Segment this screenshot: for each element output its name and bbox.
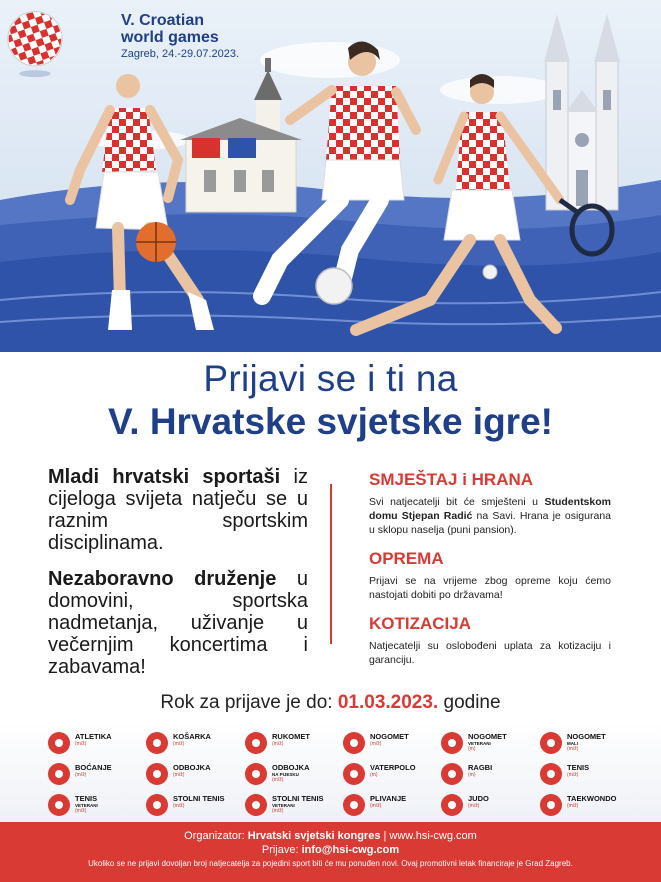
basketball-icon <box>146 732 168 754</box>
sport-item <box>146 763 211 789</box>
accommodation-text-bold: Studentskom domu Stjepan Radić <box>369 496 611 522</box>
headline-line2: V. Hrvatske svjetske igre! <box>108 401 553 442</box>
apply-label: Prijave: <box>261 844 302 856</box>
tennis-icon <box>540 763 562 785</box>
futsal-icon <box>540 732 562 754</box>
intro-text <box>48 466 308 692</box>
handball-icon <box>245 732 267 754</box>
event-title-line1: V. Croatian <box>121 12 204 29</box>
swimming-icon <box>343 794 365 816</box>
sport-name: RAGBI <box>468 763 493 772</box>
sports-grid <box>0 722 661 822</box>
intro-p1-text: iz cijeloga svijeta natječu se u raznim sportskim disciplinama. <box>48 466 308 554</box>
column-divider <box>330 484 332 644</box>
beach-volleyball-icon <box>245 763 267 785</box>
sport-name: ODBOJKA <box>173 763 211 772</box>
event-logo-icon <box>0 0 70 86</box>
sport-name: KOŠARKA <box>173 732 211 741</box>
sport-gender: (m/ž) <box>272 777 284 783</box>
equipment-section <box>369 549 611 602</box>
tennis-veterans-icon <box>48 794 70 816</box>
event-title <box>121 12 239 61</box>
sport-name: VATERPOLO <box>370 763 416 772</box>
sport-item <box>343 763 416 789</box>
sport-gender: (m/ž) <box>173 803 185 809</box>
footer-organizer-line <box>0 822 661 843</box>
sport-gender: (m/ž) <box>75 772 87 778</box>
sport-gender: (m/ž) <box>370 741 382 747</box>
intro-paragraph-2 <box>48 568 308 678</box>
sport-item <box>441 732 507 758</box>
accommodation-text <box>369 495 611 537</box>
sport-gender: (m/ž) <box>173 772 185 778</box>
sport-item <box>146 794 225 820</box>
intro-paragraph-1 <box>48 466 308 554</box>
footer <box>0 822 661 882</box>
sport-item <box>48 794 98 820</box>
rugby-icon <box>441 763 463 785</box>
application-deadline <box>0 692 661 714</box>
sport-name: BOĆANJE <box>75 763 112 772</box>
sport-name: STOLNI TENIS <box>173 794 225 803</box>
sport-category: VETERANI <box>75 803 98 808</box>
sport-name: JUDO <box>468 794 489 803</box>
judo-icon <box>441 794 463 816</box>
sport-name: PLIVANJE <box>370 794 407 803</box>
sport-item <box>540 763 589 789</box>
table-tennis-icon <box>146 794 168 816</box>
sport-category: NA PIJESKU <box>272 772 299 777</box>
hero-illustration <box>0 0 661 352</box>
fee-text: Natjecatelji su oslobođeni uplata za kotizaciju i garanciju. <box>369 640 611 666</box>
athletics-icon <box>48 732 70 754</box>
apply-email-link[interactable]: info@hsi-cwg.com <box>301 844 400 856</box>
footer-disclaimer: Ukoliko se ne prijavi dovoljan broj natjecatelja za pojedini sport biti će mu ponuđen novi. Ovaj promotivni letak financiraje je Grad Zagreb. <box>88 859 573 868</box>
footer-apply-line <box>0 843 661 858</box>
equipment-text: Prijavi se na vrijeme zbog opreme koju ćemo nastojati dobiti po državama! <box>369 575 611 601</box>
taekwondo-icon <box>540 794 562 816</box>
sport-name: NOGOMET <box>567 732 606 741</box>
accommodation-text-before: Svi natjecatelji bit će smješteni u <box>369 496 545 508</box>
sport-gender: (m/ž) <box>272 808 284 814</box>
sport-name: NOGOMET <box>468 732 507 741</box>
headline-line1: Prijavi se i ti na <box>203 358 458 399</box>
sport-name: RUKOMET <box>272 732 310 741</box>
sport-name: TENIS <box>567 763 590 772</box>
fee-section <box>369 614 611 667</box>
sport-gender: (m/ž) <box>567 772 579 778</box>
zagreb-cathedral <box>544 14 620 210</box>
sport-category: MALI <box>567 741 578 746</box>
hero-scene <box>0 0 661 352</box>
sport-gender: (m/ž) <box>468 803 480 809</box>
table-tennis-veterans-icon <box>245 794 267 816</box>
sport-gender: (m/ž) <box>75 741 87 747</box>
football-icon <box>343 732 365 754</box>
bocce-icon <box>48 763 70 785</box>
sport-item <box>245 763 310 789</box>
website-link[interactable]: www.hsi-cwg.com <box>389 830 477 842</box>
accommodation-title: SMJEŠTAJ i HRANA <box>369 470 534 489</box>
sport-item <box>146 732 211 758</box>
sport-item <box>540 794 616 820</box>
sport-gender: (m/ž) <box>272 741 284 747</box>
water-polo-icon <box>343 763 365 785</box>
info-sections <box>369 470 611 679</box>
sport-name: TENIS <box>75 794 98 803</box>
sport-item <box>343 732 409 758</box>
event-title-line2: world games <box>121 29 219 46</box>
sport-item <box>245 794 324 820</box>
sport-gender: (m/ž) <box>370 803 382 809</box>
sport-name: NOGOMET <box>370 732 409 741</box>
headline <box>0 358 661 444</box>
accommodation-text-after: na Savi. Hrana je osigurana u sklopu naselja (puni pansion). <box>369 510 612 536</box>
sport-gender: (m/ž) <box>173 741 185 747</box>
sport-category: VETERANI <box>272 803 295 808</box>
sport-name: STOLNI TENIS <box>272 794 324 803</box>
footer-separator: | <box>380 830 390 842</box>
accommodation-section <box>369 470 611 537</box>
volleyball-icon <box>146 763 168 785</box>
intro-p1-bold: Mladi hrvatski sportaši <box>48 466 281 488</box>
deadline-suffix: godine <box>438 692 501 713</box>
event-subtitle: Zagreb, 24.-29.07.2023. <box>121 48 240 60</box>
organizer-name: Hrvatski svjetski kongres <box>247 830 381 842</box>
sport-item <box>48 732 112 758</box>
sport-item <box>245 732 310 758</box>
sport-item <box>441 794 489 820</box>
sport-name: ODBOJKA <box>272 763 310 772</box>
sport-name: TAEKWONDO <box>567 794 617 803</box>
fee-title: KOTIZACIJA <box>369 614 471 633</box>
sport-name: ATLETIKA <box>75 732 112 741</box>
sport-gender: (m) <box>468 746 476 752</box>
intro-p2-bold: Nezaboravno druženje <box>48 568 277 590</box>
deadline-label: Rok za prijave je do: <box>160 692 338 713</box>
organizer-label: Organizator: <box>184 830 248 842</box>
sport-gender: (m/ž) <box>567 746 579 752</box>
sport-gender: (m) <box>468 772 476 778</box>
deadline-date: 01.03.2023. <box>337 692 439 713</box>
sport-item <box>540 732 606 758</box>
sport-gender: (m/ž) <box>75 808 87 814</box>
equipment-title: OPREMA <box>369 549 444 568</box>
sport-gender: (m/ž) <box>567 803 579 809</box>
sport-item <box>48 763 112 789</box>
sport-gender: (m) <box>370 772 378 778</box>
sport-item <box>343 794 406 820</box>
football-veterans-icon <box>441 732 463 754</box>
st-marks-church <box>180 58 302 212</box>
sport-category: VETERANI <box>468 741 491 746</box>
sport-item <box>441 763 492 789</box>
intro-p2-text: u domovini, sportska nadmetanja, uživanje u večernjim koncertima i zabavama! <box>48 568 308 678</box>
